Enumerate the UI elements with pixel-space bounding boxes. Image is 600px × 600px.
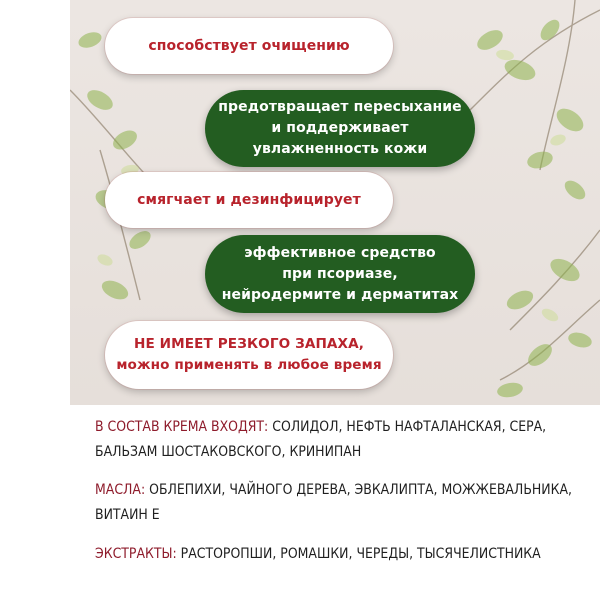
cream-composition <box>95 415 597 465</box>
extracts-ingredients: РАСТОРОПШИ, РОМАШКИ, ЧЕРЕДЫ, ТЫСЯЧЕЛИСТНИКА <box>176 546 541 562</box>
benefit-pill-soothing <box>105 172 393 228</box>
oils-label: МАСЛА: <box>95 482 146 498</box>
oils-ingredients: ОБЛЕПИХИ, ЧАЙНОГО ДЕРЕВА, ЭВКАЛИПТА, МОЖЖЕВАЛЬНИКА, ВИТАИН Е <box>95 482 572 523</box>
extracts-composition <box>95 542 597 567</box>
benefit-text: способствует очищению <box>148 37 350 54</box>
benefit-pill-moisturizing <box>205 90 475 167</box>
composition-section <box>95 415 597 579</box>
benefit-text: НЕ ИМЕЕТ РЕЗКОГО ЗАПАХА, можно применять в любое время <box>116 336 382 373</box>
benefit-text: предотвращает пересыхание и поддерживает увлажненность кожи <box>218 99 462 157</box>
extracts-label: ЭКСТРАКТЫ: <box>95 546 177 562</box>
oils-composition <box>95 478 597 528</box>
benefit-pill-cleansing <box>105 18 393 74</box>
cream-ingredients: СОЛИДОЛ, НЕФТЬ НАФТАЛАНСКАЯ, СЕРА, БАЛЬЗАМ ШОСТАКОВСКОГО, КРИНИПАН <box>95 419 547 460</box>
benefit-pill-effective <box>205 235 475 313</box>
cream-label: В СОСТАВ КРЕМА ВХОДЯТ: <box>95 419 269 435</box>
benefit-text: смягчает и дезинфицирует <box>137 191 361 208</box>
benefit-text: эффективное средство при псориазе, нейродермите и дерматитах <box>221 244 459 303</box>
benefit-pill-no-odor <box>105 321 393 389</box>
